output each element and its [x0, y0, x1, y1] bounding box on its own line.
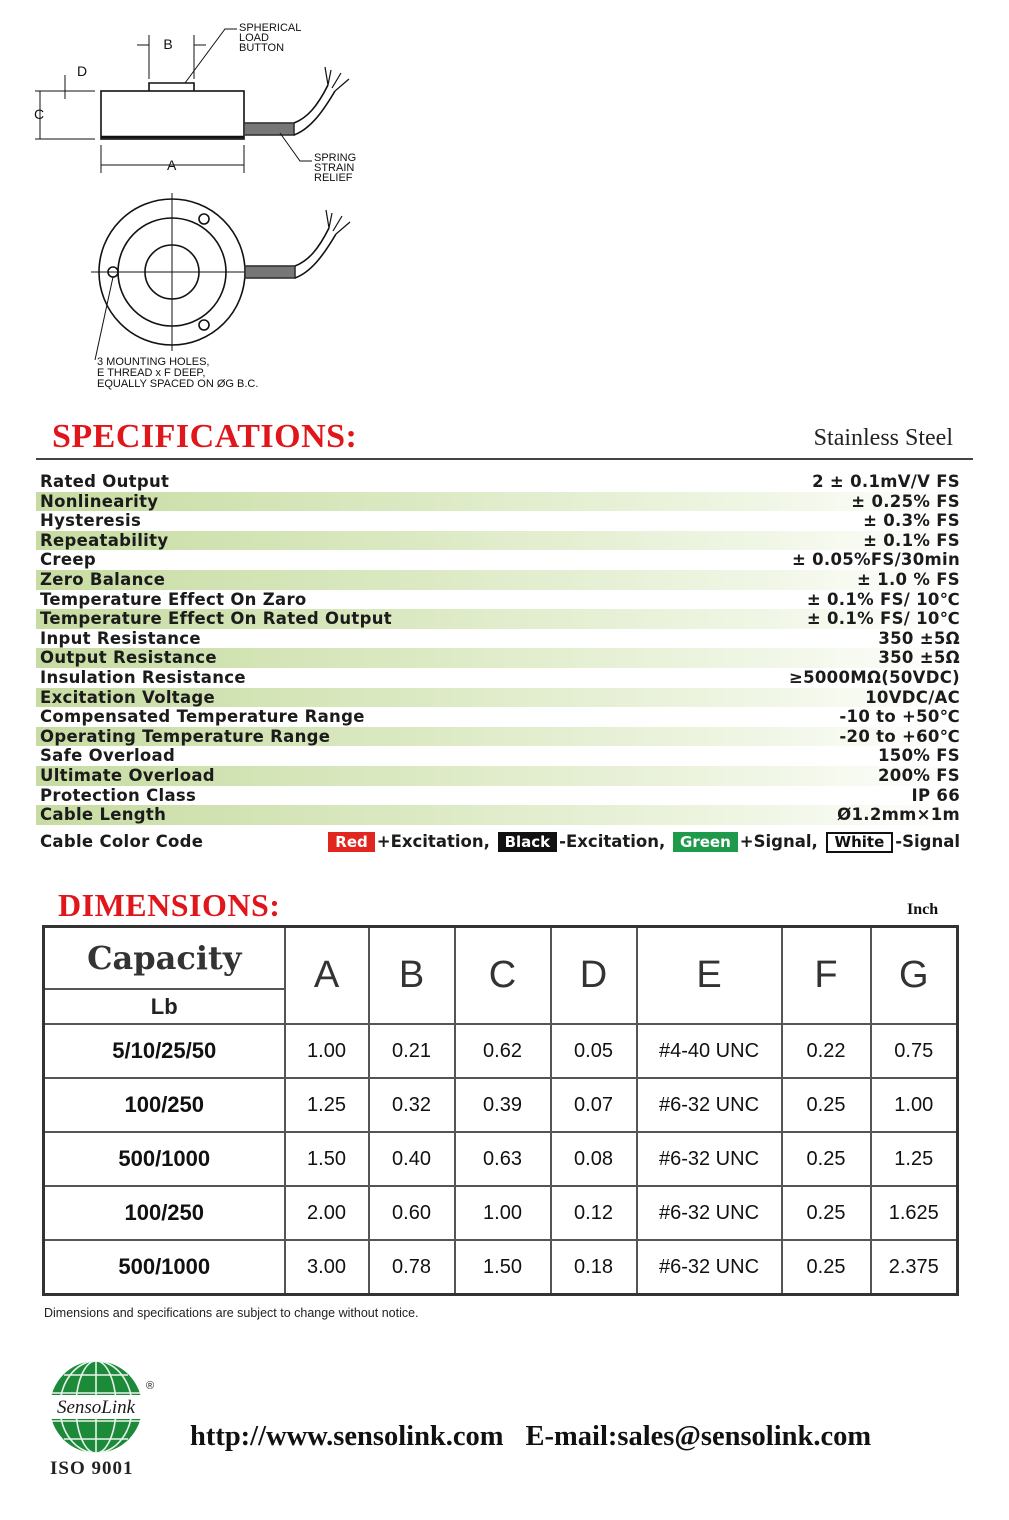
dimension-cell: 3.00 — [285, 1240, 369, 1295]
mounting-label-1: 3 MOUNTING HOLES, — [97, 356, 210, 368]
logo-text: SensoLink — [56, 1397, 136, 1418]
spec-value: ± 0.1% FS/ 10℃ — [806, 609, 960, 629]
spec-value: -20 to +60℃ — [839, 726, 960, 746]
col-b-header: B — [369, 927, 455, 1025]
spec-value: 350 ±5Ω — [878, 628, 960, 648]
spec-value: ± 0.25% FS — [851, 491, 960, 511]
white-desc: -Signal — [895, 832, 960, 851]
spec-value: 350 ±5Ω — [878, 648, 960, 668]
spec-name: Operating Temperature Range — [40, 726, 331, 746]
spec-name: Hysteresis — [40, 511, 142, 531]
col-e-header: E — [637, 927, 782, 1025]
spec-list — [36, 472, 966, 825]
spec-name: Compensated Temperature Range — [40, 707, 365, 727]
spec-name: Output Resistance — [40, 648, 217, 668]
spec-value: ± 0.1% FS — [863, 530, 960, 550]
spec-name: Creep — [40, 550, 96, 570]
dimension-cell: 2.375 — [871, 1240, 958, 1295]
spec-row — [36, 707, 966, 727]
dimension-cell: 1.25 — [285, 1078, 369, 1132]
button-label-2: LOAD — [239, 32, 269, 44]
dim-a-label: A — [167, 157, 177, 173]
table-row — [44, 1186, 958, 1240]
dimension-cell: 1.50 — [455, 1240, 551, 1295]
spec-name: Repeatability — [40, 530, 169, 550]
spec-value: ≥5000MΩ(50VDC) — [788, 667, 960, 687]
dim-c-label: C — [34, 106, 45, 122]
capacity-cell: 5/10/25/50 — [44, 1024, 285, 1078]
unit-label: Inch — [907, 901, 939, 918]
material-label: Stainless Steel — [813, 425, 953, 451]
relief-label-2: STRAIN — [314, 162, 355, 174]
spec-name: Zero Balance — [40, 569, 166, 589]
green-chip: Green — [673, 832, 738, 852]
dimension-cell: 1.00 — [455, 1186, 551, 1240]
button-label-1: SPHERICAL — [239, 22, 302, 34]
red-chip: Red — [328, 832, 374, 852]
mounting-label-2: E THREAD x F DEEP, — [97, 367, 206, 379]
dimension-cell: #6-32 UNC — [637, 1186, 782, 1240]
dimension-cell: #6-32 UNC — [637, 1240, 782, 1295]
spec-value: 200% FS — [878, 765, 960, 785]
dimension-cell: 0.07 — [551, 1078, 637, 1132]
spec-value: 10VDC/AC — [865, 687, 960, 707]
table-row — [44, 1240, 958, 1295]
table-row — [44, 1024, 958, 1078]
dimension-cell: 0.78 — [369, 1240, 455, 1295]
capacity-cell: 500/1000 — [44, 1240, 285, 1295]
dimension-cell: 0.40 — [369, 1132, 455, 1186]
dimension-cell: 0.62 — [455, 1024, 551, 1078]
dimension-cell: 1.625 — [871, 1186, 958, 1240]
col-c-header: C — [455, 927, 551, 1025]
capacity-unit: Lb — [44, 989, 285, 1024]
email-link[interactable]: E-mail:sales@sensolink.com — [525, 1421, 872, 1452]
dimension-cell: #6-32 UNC — [637, 1132, 782, 1186]
spec-row — [36, 629, 966, 649]
dimension-cell: 0.25 — [782, 1186, 871, 1240]
dimension-cell: 1.25 — [871, 1132, 958, 1186]
col-f-header: F — [782, 927, 871, 1025]
capacity-cell: 500/1000 — [44, 1132, 285, 1186]
side-view — [35, 29, 349, 173]
dim-d-label: D — [77, 63, 88, 79]
green-desc: +Signal, — [739, 832, 818, 851]
spec-row — [36, 492, 966, 512]
cable-color-name: Cable Color Code — [40, 832, 204, 851]
black-chip: Black — [498, 832, 558, 852]
spec-name: Input Resistance — [40, 628, 201, 648]
dimension-cell: 0.32 — [369, 1078, 455, 1132]
spec-divider — [36, 458, 973, 460]
spec-row — [36, 766, 966, 786]
black-desc: -Excitation, — [559, 832, 666, 851]
spec-value: ± 0.05%FS/30min — [791, 550, 960, 570]
dimension-cell: 0.25 — [782, 1240, 871, 1295]
dimension-cell: 0.39 — [455, 1078, 551, 1132]
top-view — [91, 193, 350, 360]
spec-row — [36, 688, 966, 708]
dimension-cell: 0.12 — [551, 1186, 637, 1240]
dimension-cell: 0.21 — [369, 1024, 455, 1078]
spec-row — [36, 727, 966, 747]
dimensions-table — [42, 925, 959, 1296]
dim-b-label: B — [163, 36, 173, 52]
dimension-cell: 2.00 — [285, 1186, 369, 1240]
dimension-cell: 0.08 — [551, 1132, 637, 1186]
table-row — [44, 1132, 958, 1186]
load-cell-drawing — [25, 15, 385, 400]
button-label-3: BUTTON — [239, 42, 285, 54]
table-row — [44, 1078, 958, 1132]
spec-row — [36, 746, 966, 766]
dimension-cell: 1.00 — [285, 1024, 369, 1078]
col-a-header: A — [285, 927, 369, 1025]
cable-color-row — [36, 830, 966, 854]
dimension-cell: 0.25 — [782, 1132, 871, 1186]
specifications-title: SPECIFICATIONS: — [52, 418, 358, 455]
col-d-header: D — [551, 927, 637, 1025]
spec-value: ± 1.0 % FS — [857, 569, 960, 589]
dimension-cell: 1.00 — [871, 1078, 958, 1132]
website-link[interactable]: http://www.sensolink.com — [190, 1421, 504, 1452]
spec-value: ± 0.3% FS — [863, 511, 960, 531]
spec-name: Temperature Effect On Zaro — [40, 589, 307, 609]
notice-text: Dimensions and specifications are subject to change without notice. — [44, 1306, 419, 1320]
header-row — [44, 927, 958, 990]
spec-row — [36, 472, 966, 492]
dimension-cell: 0.22 — [782, 1024, 871, 1078]
white-chip: White — [826, 832, 894, 853]
spec-value: Ø1.2mm×1m — [837, 805, 960, 825]
spec-name: Nonlinearity — [40, 491, 159, 511]
spec-row — [36, 648, 966, 668]
dimension-cell: #4-40 UNC — [637, 1024, 782, 1078]
dimension-cell: 0.63 — [455, 1132, 551, 1186]
spec-value: 2 ± 0.1mV/V FS — [812, 472, 960, 491]
spec-value: 150% FS — [878, 746, 960, 766]
iso-label: ISO 9001 — [50, 1458, 134, 1479]
cable-color-codes — [326, 830, 960, 854]
spec-row — [36, 786, 966, 806]
spec-row — [36, 609, 966, 629]
dimension-cell: 0.25 — [782, 1078, 871, 1132]
spec-row — [36, 511, 966, 531]
registered-mark: ® — [146, 1380, 155, 1392]
dimensions-title: DIMENSIONS: — [58, 887, 281, 923]
red-desc: +Excitation, — [376, 832, 490, 851]
spec-row — [36, 570, 966, 590]
spec-row — [36, 668, 966, 688]
spec-value: IP 66 — [911, 785, 960, 805]
spec-name: Excitation Voltage — [40, 687, 216, 707]
mounting-label-3: EQUALLY SPACED ON ØG B.C. — [97, 378, 259, 390]
dimension-cell: #6-32 UNC — [637, 1078, 782, 1132]
dimension-cell: 0.60 — [369, 1186, 455, 1240]
dimension-cell: 0.75 — [871, 1024, 958, 1078]
dimension-cell: 0.18 — [551, 1240, 637, 1295]
dimension-cell: 1.50 — [285, 1132, 369, 1186]
spec-row — [36, 550, 966, 570]
dimension-cell: 0.05 — [551, 1024, 637, 1078]
spec-value: -10 to +50℃ — [839, 707, 960, 727]
spec-name: Safe Overload — [40, 746, 176, 766]
spec-name: Protection Class — [40, 785, 197, 805]
col-g-header: G — [871, 927, 958, 1025]
spec-row — [36, 805, 966, 825]
spec-name: Temperature Effect On Rated Output — [40, 609, 392, 629]
spec-name: Insulation Resistance — [40, 667, 246, 687]
capacity-cell: 100/250 — [44, 1186, 285, 1240]
spec-value: ± 0.1% FS/ 10℃ — [806, 589, 960, 609]
relief-label-3: RELIEF — [314, 172, 353, 184]
spec-name: Cable Length — [40, 805, 167, 825]
relief-label-1: SPRING — [314, 152, 357, 164]
capacity-header: Capacity — [44, 927, 285, 990]
spec-row — [36, 590, 966, 610]
spec-name: Ultimate Overload — [40, 765, 215, 785]
contact-line — [190, 1421, 871, 1453]
spec-name: Rated Output — [40, 472, 170, 491]
capacity-cell: 100/250 — [44, 1078, 285, 1132]
spec-row — [36, 531, 966, 551]
